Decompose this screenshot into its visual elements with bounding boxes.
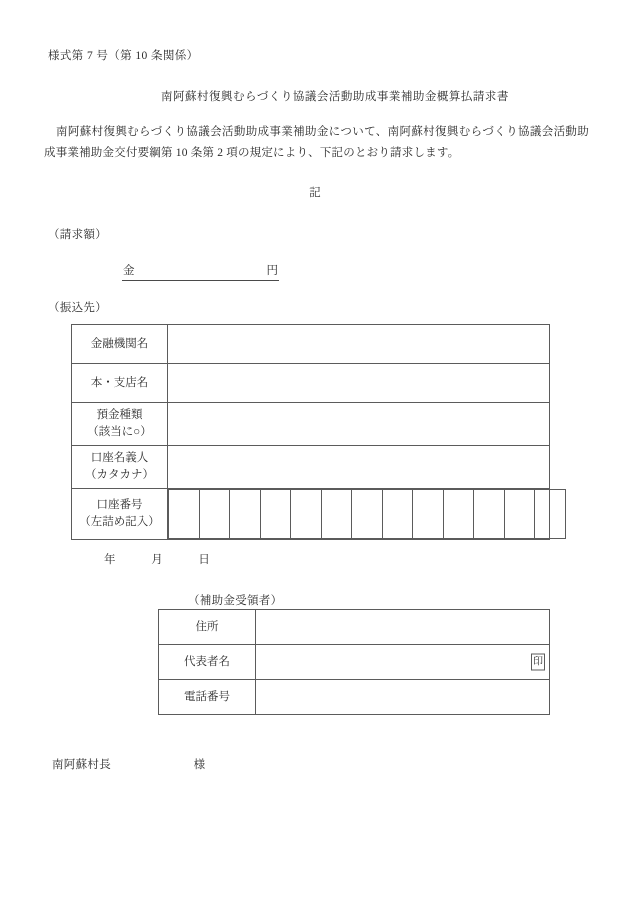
account-number-cell[interactable]: [504, 490, 535, 539]
table-row: [72, 446, 550, 489]
currency-suffix-label: 円: [266, 264, 278, 277]
document-title: 南阿蘇村復興むらづくり協議会活動助成事業補助金概算払請求書: [161, 91, 509, 103]
row-label-account-holder-line1: 口座名義人: [90, 452, 149, 465]
row-label-address: 住所: [159, 610, 256, 645]
account-number-cells-container: [168, 489, 550, 540]
payee-table: [158, 609, 550, 715]
row-label-branch-name: 本・支店名: [72, 364, 168, 403]
account-number-cell[interactable]: [230, 490, 261, 539]
row-label-phone-number: 電話番号: [159, 680, 256, 715]
account-number-cell[interactable]: [321, 490, 352, 539]
currency-prefix-label: 金: [123, 264, 135, 277]
ki-mark: 記: [309, 187, 321, 199]
table-row: [159, 680, 550, 715]
table-row: [159, 610, 550, 645]
account-number-cell[interactable]: [474, 490, 505, 539]
table-row: [72, 325, 550, 364]
table-row: [72, 403, 550, 446]
row-input-representative-name[interactable]: [256, 645, 550, 680]
footer-addressee-line: 南阿蘇村長 様: [52, 759, 206, 771]
row-input-account-holder[interactable]: [168, 446, 550, 489]
row-label-representative-name: 代表者名: [159, 645, 256, 680]
account-number-cell[interactable]: [291, 490, 322, 539]
table-row: [72, 489, 550, 540]
row-label-financial-institution: 金融機関名: [72, 325, 168, 364]
row-label-account-number: [72, 489, 168, 540]
row-input-address[interactable]: [256, 610, 550, 645]
bank-transfer-table: [71, 324, 550, 540]
seal-stamp-icon: 印: [531, 654, 545, 671]
account-number-row: [169, 490, 566, 539]
account-number-grid: [168, 489, 566, 539]
date-line[interactable]: 年 月 日: [104, 554, 211, 566]
row-input-financial-institution[interactable]: [168, 325, 550, 364]
claim-amount-field[interactable]: [122, 262, 279, 281]
body-paragraph: 南阿蘇村復興むらづくり協議会活動助成事業補助金について、南阿蘇村復興むらづくり協議会活動助成事業補助金交付要綱第 10 条第 2 項の規定により、下記のとおり請求します。: [44, 126, 589, 160]
account-number-cell[interactable]: [443, 490, 474, 539]
bank-transfer-section-label: （振込先）: [48, 302, 107, 314]
row-input-deposit-type[interactable]: [168, 403, 550, 446]
row-label-deposit-type-line1: 預金種類: [96, 409, 143, 422]
claim-amount-section-label: （請求額）: [48, 229, 107, 241]
row-input-phone-number[interactable]: [256, 680, 550, 715]
table-row: [159, 645, 550, 680]
row-label-account-number-line2: （左詰め記入）: [79, 516, 160, 528]
payee-section-label: （補助金受領者）: [188, 595, 283, 607]
row-input-branch-name[interactable]: [168, 364, 550, 403]
account-number-cell[interactable]: [169, 490, 200, 539]
table-row: [72, 364, 550, 403]
row-label-account-holder-line2: （カタカナ）: [85, 469, 154, 481]
account-number-cell[interactable]: [199, 490, 230, 539]
row-label-account-holder: [72, 446, 168, 489]
row-label-deposit-type-line2: （該当に○）: [87, 426, 152, 438]
row-label-deposit-type: [72, 403, 168, 446]
account-number-cell[interactable]: [260, 490, 291, 539]
account-number-cell[interactable]: [413, 490, 444, 539]
account-number-cell[interactable]: [382, 490, 413, 539]
account-number-cell[interactable]: [352, 490, 383, 539]
form-number: 様式第 7 号（第 10 条関係）: [48, 50, 199, 62]
account-number-cell[interactable]: [535, 490, 566, 539]
row-label-account-number-line1: 口座番号: [96, 499, 143, 512]
